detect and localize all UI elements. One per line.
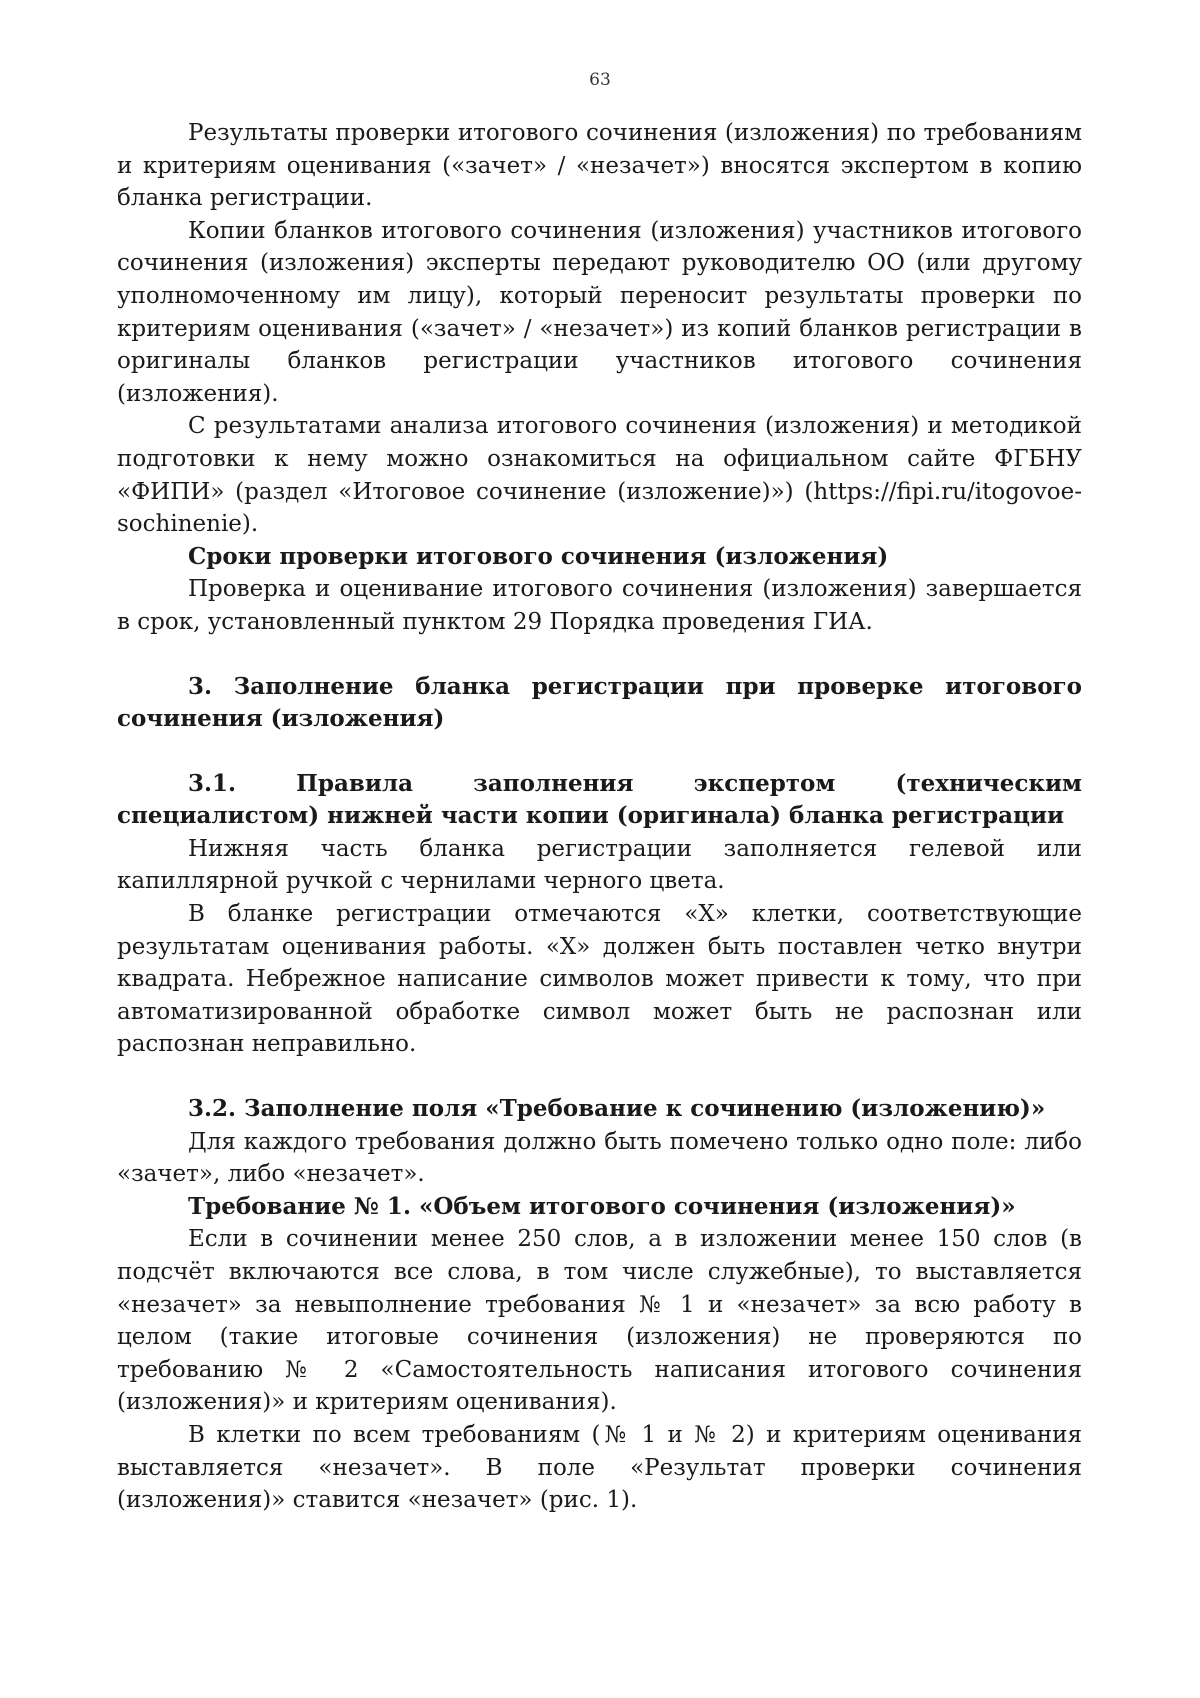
paragraph-word-count: Если в сочинении менее 250 слов, а в изложении менее 150 слов (в подсчёт включаются все слова, в том числе служебные), то выставляется «незачет» за невыполнение требования № 1 и «незачет» за всю работу в целом (такие итоговые сочинения (изложения) не проверяются по требованию № 2 «Самостоятельность написания итогового сочинения (изложения)» и критериям оценивания). bbox=[117, 1226, 1082, 1416]
paragraph-fipi-link: С результатами анализа итогового сочинения (изложения) и методикой подготовки к нему можно ознакомиться на официальном сайте ФГБНУ «ФИПИ» (раздел «Итоговое сочинение (изложение)») (https://fipi.ru/itogovoe-sochinenie). bbox=[117, 413, 1082, 538]
heading-section-3-1: 3.1. Правила заполнения экспертом (техническим специалистом) нижней части копии (оригинала) бланка регистрации bbox=[117, 769, 1082, 830]
paragraph-x-marks: В бланке регистрации отмечаются «X» клетки, соответствующие результатам оценивания работы. «X» должен быть поставлен четко внутри квадрата. Небрежное написание символов может привести к тому, что при автоматизированной обработке символ может быть не распознан или распознан неправильно. bbox=[117, 901, 1082, 1058]
paragraph-pen-rules: Нижняя часть бланка регистрации заполняется гелевой или капиллярной ручкой с чернилами черного цвета. bbox=[117, 835, 1082, 895]
paragraph-deadline: Проверка и оценивание итогового сочинения (изложения) завершается в срок, установленный пунктом 29 Порядка проведения ГИА. bbox=[117, 576, 1082, 635]
heading-section-3-2: 3.2. Заполнение поля «Требование к сочинению (изложению)» bbox=[188, 1095, 1046, 1123]
spacer bbox=[117, 1061, 1082, 1093]
heading-check-deadlines: Сроки проверки итогового сочинения (изложения) bbox=[188, 542, 889, 570]
paragraph-copies-transfer: Копии бланков итогового сочинения (изложения) участников итогового сочинения (изложения) эксперты передают руководителю ОО (или другому уполномоченному им лицу), который переносит результаты проверки по критериям оценивания («зачет» / «незачет») из копий бланков регистрации в оригиналы бланков регистрации участников итогового сочинения (изложения). bbox=[117, 217, 1082, 407]
heading-section-3: 3. Заполнение бланка регистрации при проверке итогового сочинения (изложения) bbox=[117, 672, 1082, 733]
paragraph-results-entry: Результаты проверки итогового сочинения (изложения) по требованиям и критериям оценивания («зачет» / «незачет») вносятся экспертом в копию бланка регистрации. bbox=[117, 120, 1082, 212]
paragraph-fail-marks: В клетки по всем требованиям (№ 1 и № 2) и критериям оценивания выставляется «незачет». В поле «Результат проверки сочинения (изложения)» ставится «незачет» (рис. 1). bbox=[117, 1421, 1082, 1514]
paragraph-one-field: Для каждого требования должно быть помечено только одно поле: либо «зачет», либо «незачет». bbox=[117, 1128, 1082, 1188]
heading-requirement-1: Требование № 1. «Объем итогового сочинения (изложения)» bbox=[188, 1192, 1016, 1220]
page-number: 63 bbox=[589, 70, 611, 90]
spacer bbox=[117, 639, 1082, 671]
spacer bbox=[117, 736, 1082, 768]
page-content bbox=[117, 117, 1082, 1517]
